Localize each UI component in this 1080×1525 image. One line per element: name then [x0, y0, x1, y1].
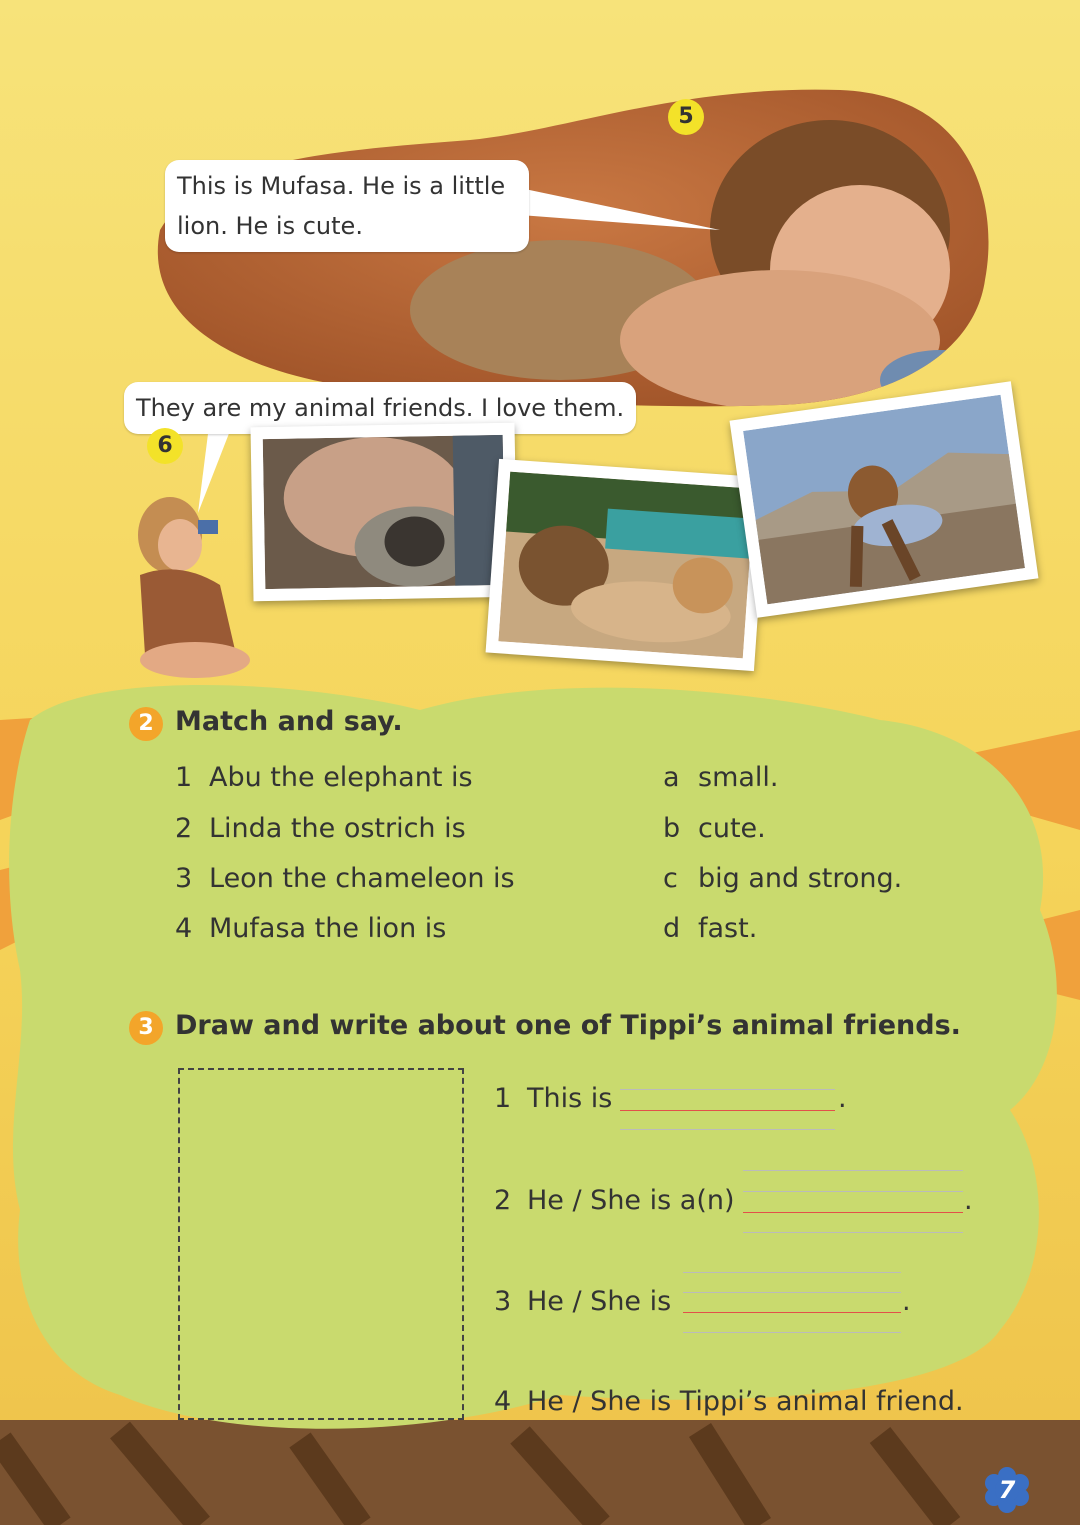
write-line-2-period: .: [964, 1185, 973, 1216]
write-line-1-top-guide: [620, 1089, 835, 1090]
write-line-2-mid-guide: [743, 1191, 963, 1192]
write-line-2-number: 2: [494, 1185, 512, 1216]
match-left-4-text[interactable]: Mufasa the lion is: [209, 913, 447, 944]
exercise-3-title: Draw and write about one of Tippi’s animal friends.: [175, 1010, 961, 1041]
match-right-d-letter: d: [663, 913, 681, 944]
write-line-1-number: 1: [494, 1083, 512, 1114]
speech-bubble-5: This is Mufasa. He is a little lion. He is cute.: [165, 160, 529, 252]
write-line-2-text: He / She is a(n): [527, 1185, 735, 1216]
match-right-b-letter: b: [663, 813, 681, 844]
match-right-a-letter: a: [663, 762, 680, 793]
drawing-box[interactable]: [178, 1068, 464, 1420]
write-line-3-mid-guide: [683, 1292, 901, 1293]
write-line-3-bottom-guide: [683, 1332, 901, 1333]
exercise-2-badge: 2: [129, 707, 163, 741]
match-left-2-text[interactable]: Linda the ostrich is: [209, 813, 466, 844]
meerkat-image: [263, 435, 506, 589]
match-left-3-number: 3: [175, 863, 193, 894]
match-left-3-text[interactable]: Leon the chameleon is: [209, 863, 515, 894]
write-line-1-period: .: [838, 1083, 847, 1114]
speech-bubble-6: They are my animal friends. I love them.: [124, 382, 636, 434]
match-left-4-number: 4: [175, 913, 193, 944]
green-cloud-panel: [0, 650, 1080, 1460]
match-right-b-text[interactable]: cute.: [698, 813, 766, 844]
write-line-2-top-guide: [743, 1170, 963, 1171]
match-left-2-number: 2: [175, 813, 193, 844]
photo-running-girl: [730, 381, 1039, 618]
match-right-c-text[interactable]: big and strong.: [698, 863, 903, 894]
frame-number-5: 5: [668, 99, 704, 135]
match-right-c-letter: c: [663, 863, 678, 894]
write-line-1-baseline[interactable]: [620, 1110, 835, 1111]
speech-tail-5: [520, 180, 730, 240]
write-line-3-baseline[interactable]: [683, 1312, 901, 1313]
write-line-4-number: 4: [494, 1386, 512, 1417]
write-line-3-top-guide: [683, 1272, 901, 1273]
page-number: 7: [998, 1476, 1016, 1504]
match-right-a-text[interactable]: small.: [698, 762, 779, 793]
write-line-3-period: .: [902, 1286, 911, 1317]
exercise-2-title: Match and say.: [175, 706, 403, 737]
write-line-1-text: This is: [527, 1083, 613, 1114]
write-line-3-number: 3: [494, 1286, 512, 1317]
write-line-2-bottom-guide: [743, 1232, 963, 1233]
caracal-image: [498, 472, 754, 659]
write-line-3-text: He / She is: [527, 1286, 672, 1317]
photo-caracal: [486, 459, 768, 671]
running-girl-image: [743, 395, 1025, 604]
exercise-3-badge: 3: [129, 1011, 163, 1045]
write-line-4-text: He / She is Tippi’s animal friend.: [527, 1386, 964, 1417]
write-line-1-bottom-guide: [620, 1129, 835, 1130]
frame-number-6: 6: [147, 428, 183, 464]
photo-meerkat: [251, 423, 518, 602]
page-number-badge: [984, 1467, 1030, 1513]
match-left-1-number: 1: [175, 762, 193, 793]
girl-photographer-image: [120, 490, 260, 680]
match-left-1-text[interactable]: Abu the elephant is: [209, 762, 473, 793]
write-line-2-baseline[interactable]: [743, 1212, 963, 1213]
match-right-d-text[interactable]: fast.: [698, 913, 758, 944]
